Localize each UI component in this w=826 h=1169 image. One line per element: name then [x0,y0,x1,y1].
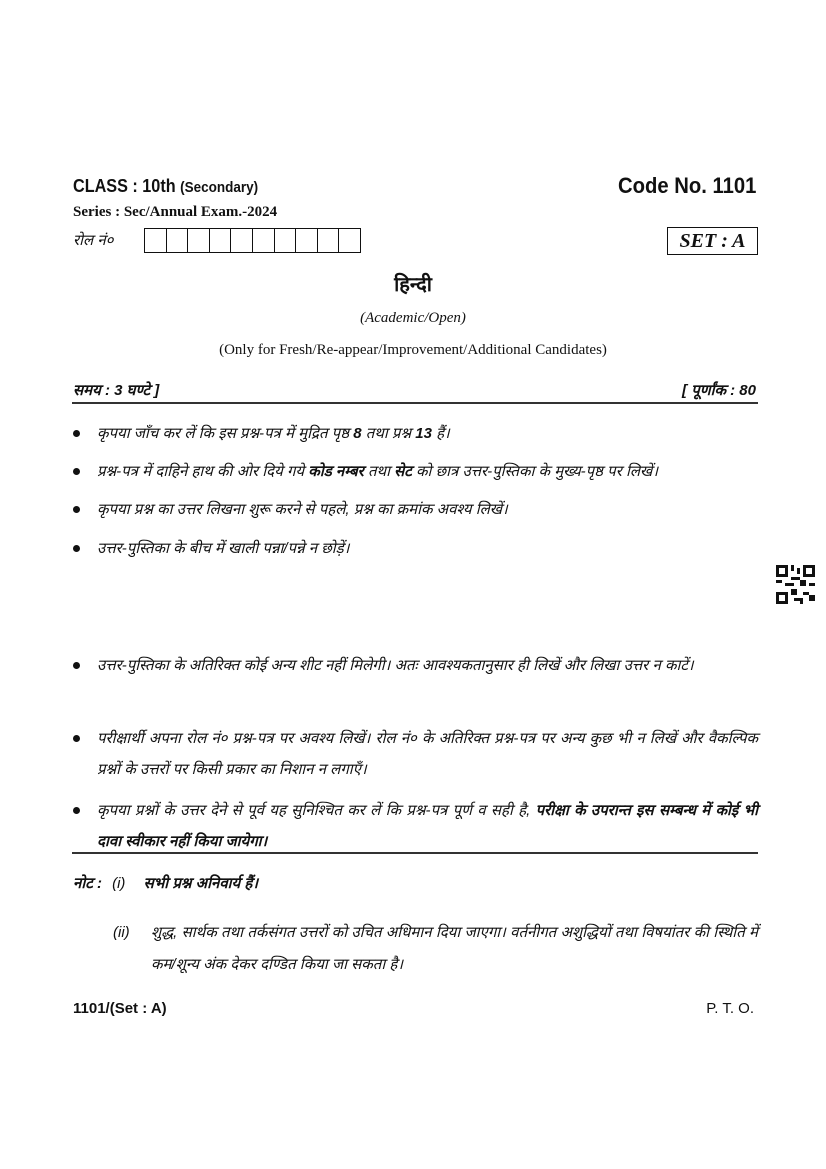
instruction-text: परीक्षार्थी अपना रोल नं० प्रश्न-पत्र पर अवश्य लिखें। रोल नं० के अतिरिक्त प्रश्न-पत्र पर अन्य कुछ भी न लिखें और वैकल्पिक प्रश्नों के उत्तरों पर किसी प्रकार का निशान न लगाएँ। [97,730,758,778]
instruction-item [73,456,758,487]
roll-digit-box [296,229,318,252]
divider [72,852,758,854]
instruction-item [73,650,758,681]
paper-subtitle: (Academic/Open) [360,310,466,326]
instruction-item [73,533,758,564]
qr-code-icon [776,565,815,604]
max-marks: [ पूर्णांक : 80 [682,382,756,399]
bullet-icon [73,662,80,669]
bullet-icon [73,545,80,552]
time-allowed: समय : 3 घण्टे ] [73,382,160,399]
instruction-text: परीक्षा के उपरान्त इस सम्बन्ध में कोई भी दावा स्वीकार नहीं किया जायेगा। [97,802,758,850]
class-sub: (Secondary) [180,179,259,196]
roll-digit-box [167,229,189,252]
instruction-text: कृपया प्रश्न का उत्तर लिखना शुरू करने से पहले, प्रश्न का क्रमांक अवश्य लिखें। [97,501,508,518]
roll-digit-box [188,229,210,252]
instruction-text: 13 [415,425,432,442]
class-text: CLASS : 10th [73,176,176,196]
instruction-text: तथा [363,463,395,480]
class-label [73,176,258,197]
instruction-text: 8 [353,425,362,442]
roll-number-label: रोल नं० [73,232,114,249]
roll-digit-box [253,229,275,252]
note-i-number: (i) [112,875,126,892]
instruction-text: उत्तर-पुस्तिका के बीच में खाली पन्ना/पन्ने न छोड़ें। [97,540,350,557]
note-i-text: सभी प्रश्न अनिवार्य हैं। [143,875,259,892]
instruction-text: सेट [394,463,412,480]
paper-title: हिन्दी [394,274,432,296]
instruction-text: कोड नम्बर [308,463,364,480]
roll-number-boxes [144,228,361,253]
roll-digit-box [145,229,167,252]
bullet-icon [73,506,80,513]
bullet-icon [73,468,80,475]
instruction-item [73,494,758,525]
footer-pto: P. T. O. [706,1000,754,1017]
note-ii [113,917,758,981]
footer-code: 1101/(Set : A) [73,1000,167,1017]
instruction-text: को छात्र उत्तर-पुस्तिका के मुख्य-पृष्ठ पर लिखें। [411,463,659,480]
instruction-text: कृपया जाँच कर लें कि इस प्रश्न-पत्र में मुद्रित पृष्ठ [97,425,354,442]
roll-digit-box [275,229,297,252]
bullet-icon [73,807,80,814]
instruction-text: प्रश्न-पत्र में दाहिने हाथ की ओर दिये गये [97,463,309,480]
roll-digit-box [210,229,232,252]
instruction-item [73,723,758,785]
note-label: नोट : [73,875,102,892]
instruction-text: तथा प्रश्न [361,425,416,442]
code-number: Code No. 1101 [617,173,756,198]
instruction-item [73,795,758,857]
note-ii-number: (ii) [113,924,130,941]
note-i [73,873,258,893]
bullet-icon [73,430,80,437]
roll-digit-box [318,229,340,252]
instruction-text: उत्तर-पुस्तिका के अतिरिक्त कोई अन्य शीट नहीं मिलेगी। अतः आवश्यकतानुसार ही लिखें और लिखा उत्तर न काटें। [97,657,694,674]
instruction-text: हैं। [431,425,450,442]
roll-digit-box [231,229,253,252]
instruction-item [73,418,758,449]
bullet-icon [73,735,80,742]
candidates-note: (Only for Fresh/Re-appear/Improvement/Additional Candidates) [219,342,607,358]
series-label: Series : Sec/Annual Exam.-2024 [73,204,278,220]
instruction-text: कृपया प्रश्नों के उत्तर देने से पूर्व यह सुनिश्चित कर लें कि प्रश्न-पत्र पूर्ण व सही है, [97,802,536,819]
set-badge: SET : A [667,227,758,255]
divider [72,402,758,404]
note-ii-text: शुद्ध, सार्थक तथा तर्कसंगत उत्तरों को उचित अधिमान दिया जाएगा। वर्तनीगत अशुद्धियों तथा विषयांतर की स्थिति में कम/शून्य अंक देकर दण्डित किया जा सकता है। [151,924,758,973]
roll-digit-box [339,229,360,252]
